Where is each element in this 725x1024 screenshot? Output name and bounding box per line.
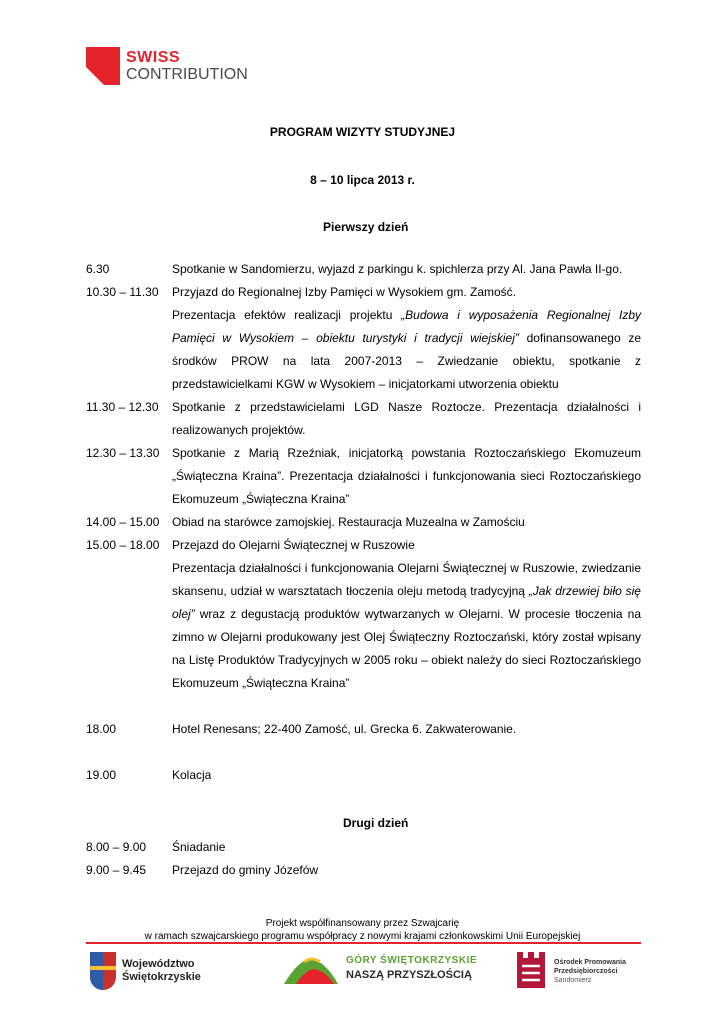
project-title-italic: „Budowa i wyposażenia Regionalnej Izby Pamięci w Wysokiem – obiektu turystyki i tradycji wiejskiej” xyxy=(172,308,641,345)
wojewodztwo-logo xyxy=(90,952,201,990)
schedule-text: Spotkanie z przedstawicielami LGD Nasze Roztocze. Prezentacja działalności i realizowanych projektów. xyxy=(172,400,641,437)
schedule-time: 6.30 xyxy=(86,262,110,276)
schedule-row xyxy=(86,281,641,304)
schedule-text: Kolacja xyxy=(172,768,212,782)
schedule-text: Przejazd do gminy Józefów xyxy=(172,863,319,877)
schedule-text: Hotel Renesans; 22-400 Zamość, ul. Grecka 6. Zakwaterowanie. xyxy=(172,722,517,736)
mountains-icon xyxy=(282,950,340,986)
footer-program: w ramach szwajcarskiego programu współpracy z nowymi krajami członkowskimi Unii Europejskiej xyxy=(144,931,581,942)
detail-text: Prezentacja działalności i funkcjonowania Olejarni Świątecznej w Ruszowie, zwiedzanie skansenu, udział w warsztatach tłoczenia oleju metodą tradycyjną xyxy=(172,561,641,598)
day1-heading: Pierwszy dzień xyxy=(323,220,409,234)
schedule-time: 15.00 – 18.00 xyxy=(86,538,160,552)
detail-text: Prezentacja efektów realizacji projektu xyxy=(172,308,402,322)
document-dates: 8 – 10 lipca 2013 r. xyxy=(310,173,415,187)
schedule-text: Spotkanie w Sandomierzu, wyjazd z parkingu k. spichlerza przy Al. Jana Pawła II-go. xyxy=(172,262,623,276)
document-title: PROGRAM WIZYTY STUDYJNEJ xyxy=(269,125,456,139)
osrodek-emblem-icon xyxy=(514,950,548,992)
day2-schedule xyxy=(86,836,641,882)
schedule-time: 12.30 – 13.30 xyxy=(86,446,160,460)
schedule-time: 19.00 xyxy=(86,768,117,782)
schedule-time: 9.00 – 9.45 xyxy=(86,863,147,877)
schedule-time: 10.30 – 11.30 xyxy=(86,285,159,299)
wojewodztwo-label: Województwo xyxy=(122,958,195,970)
przedsiebiorczosci-label: Przedsiębiorczości xyxy=(554,967,618,975)
schedule-row xyxy=(86,442,641,511)
schedule-text: Śniadanie xyxy=(172,840,226,854)
schedule-row xyxy=(86,859,641,882)
sandomierz-label: Sandomierz xyxy=(554,976,592,984)
footer-divider xyxy=(86,942,641,944)
workshop-title-italic: „Jak drzewiej biło się olej” xyxy=(172,584,641,621)
schedule-time: 11.30 – 12.30 xyxy=(86,400,159,414)
schedule-time: 14.00 – 15.00 xyxy=(86,515,160,529)
gory-label: GÓRY ŚWIĘTOKRZYSKIE xyxy=(346,955,477,966)
footer-cofinancing: Projekt współfinansowany przez Szwajcarię xyxy=(265,918,460,929)
osrodek-label: Ośrodek Promowania xyxy=(554,958,626,966)
swietokrzyskie-label: Świętokrzyskie xyxy=(122,971,201,983)
schedule-row xyxy=(86,396,641,442)
day1-schedule xyxy=(86,258,641,787)
swiss-contribution-logo xyxy=(86,47,248,85)
schedule-text: Przejazd do Olejarni Świątecznej w Ruszowie xyxy=(172,538,415,552)
schedule-row xyxy=(86,764,641,787)
logo-line-contribution: CONTRIBUTION xyxy=(126,66,248,83)
gory-slogan: NASZĄ PRZYSZŁOŚCIĄ xyxy=(346,969,472,981)
day2-heading: Drugi dzień xyxy=(343,816,409,830)
schedule-row xyxy=(86,718,641,741)
schedule-time: 18.00 xyxy=(86,722,117,736)
coat-of-arms-icon xyxy=(90,952,116,990)
schedule-detail xyxy=(86,304,641,396)
schedule-text: Obiad na starówce zamojskiej. Restauracja Muzealna w Zamościu xyxy=(172,515,525,529)
logo-line-swiss: SWISS xyxy=(126,49,181,66)
detail-text: wraz z degustacją produktów wytwarzanych w Olejarni. W procesie tłoczenia na zimno w Olejarni produkowany jest Olej Świąteczny Roztoczański, który został wpisany na Listę Produktów Tradycyjnych w 2005 roku – obiekt należy do sieci Roztoczańskiego Ekomuzeum „Świąteczna Kraina” xyxy=(172,607,641,690)
schedule-row xyxy=(86,836,641,859)
swiss-logo-mark xyxy=(86,47,120,85)
osrodek-logo xyxy=(514,950,626,992)
schedule-text: Spotkanie z Marią Rzeźniak, inicjatorką powstania Roztoczańskiego Ekomuzeum „Świąteczna Kraina”. Prezentacja działalności i funkcjonowania sieci Roztoczańskiego Ekomuzeum „Świąteczna Kraina” xyxy=(172,446,641,506)
schedule-time: 8.00 – 9.00 xyxy=(86,840,147,854)
schedule-detail xyxy=(86,557,641,695)
schedule-text: Przyjazd do Regionalnej Izby Pamięci w Wysokiem gm. Zamość. xyxy=(172,285,517,299)
detail-text: dofinansowanego ze środków PROW na lata 2007-2013 – Zwiedzanie obiektu, spotkanie z przedstawicielkami KGW w Wysokiem – inicjatorkami utworzenia obiektu xyxy=(172,331,642,391)
schedule-row xyxy=(86,511,641,534)
schedule-row xyxy=(86,534,641,557)
schedule-row xyxy=(86,258,641,281)
gory-swietokrzyskie-logo xyxy=(282,950,477,986)
